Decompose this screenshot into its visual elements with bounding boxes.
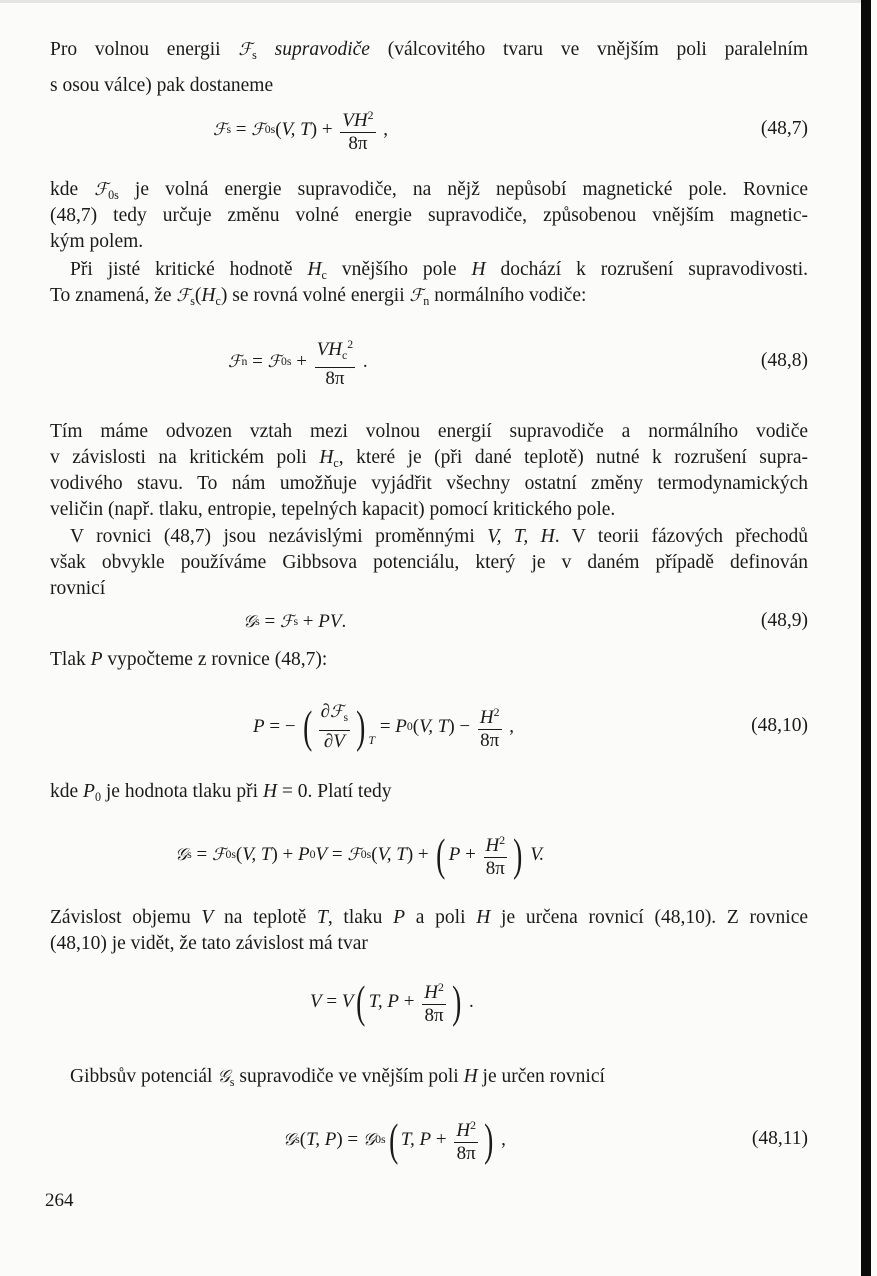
text-run: = (259, 611, 280, 632)
superscript: 2 (437, 980, 444, 994)
denominator (484, 858, 507, 879)
subscript: s (343, 711, 349, 725)
text-run: V (310, 991, 322, 1012)
subscript: s (229, 1075, 235, 1090)
right-paren: ) (513, 829, 523, 880)
numerator (422, 978, 446, 1005)
math-symbol: 𝒢 (362, 1130, 376, 1150)
subscript: 0 (94, 790, 101, 805)
text-run: = (327, 844, 348, 865)
math-symbol: ℱ (267, 352, 282, 372)
text-run: dochází k rozrušení supravodivosti. (485, 259, 808, 280)
text-run: , které je (při dané teplotě) nutné k rozrušení supra- (338, 447, 808, 468)
text-run: + (460, 844, 481, 865)
right-paren: ) (356, 700, 366, 752)
right-paren: ) (451, 976, 462, 1027)
text-run: H (262, 781, 278, 802)
subscript: 0 (309, 848, 316, 861)
subscript: 0s (281, 355, 292, 368)
left-paren: ( (356, 976, 366, 1027)
text-run: ) + (271, 844, 299, 865)
text-run: ( (412, 716, 420, 737)
text-run: veličin (např. tlaku, entropie, tepelných kapacit) pomocí kritického pole. (50, 499, 616, 520)
parenthesized-group (386, 1116, 497, 1164)
eq-gibbs (175, 825, 544, 885)
text-run: Při jisté kritické hodnotě (70, 259, 308, 280)
text-run: ( (371, 844, 378, 865)
math-symbol: 𝒢 (243, 612, 256, 632)
text-run: = (247, 351, 268, 372)
text-run: ) = (336, 1129, 363, 1150)
text-run: 8π (480, 730, 500, 752)
fraction (340, 106, 375, 154)
text-run: Gibbsův potenciál (70, 1066, 218, 1087)
numerator (340, 106, 375, 133)
text-run: ) se rovná volné energii (220, 285, 410, 306)
fraction (315, 335, 355, 389)
text-run: T, P (368, 991, 400, 1012)
denominator (346, 133, 369, 154)
page-number: 264 (45, 1190, 74, 1211)
math-symbol: 𝒢 (175, 845, 188, 865)
text-run: T (316, 907, 328, 928)
text-run: je volná energie supravodiče, na nějž nepůsobí magnetické pole. Rovnice (118, 179, 809, 200)
text-run: V, T (377, 844, 407, 865)
text-run: P (393, 907, 406, 928)
text-run: = 0. Platí tedy (277, 781, 392, 802)
text-run: . (341, 611, 347, 632)
subscript: s (190, 294, 195, 309)
denominator (423, 1005, 446, 1026)
numerator (454, 1116, 478, 1143)
text-line (50, 551, 808, 575)
text-run: 8π (325, 368, 345, 390)
right-paren: ) (484, 1114, 494, 1165)
math-symbol: ℱ (238, 40, 253, 60)
text-run: H (424, 982, 438, 1004)
text-run: Tlak (50, 649, 91, 670)
denominator (455, 1143, 478, 1164)
text-line (50, 577, 808, 601)
text-line (50, 472, 808, 496)
text-line (70, 525, 808, 549)
math-symbol: ℱ (347, 845, 361, 865)
text-run: ( (299, 1129, 307, 1150)
eq-48-8 (228, 332, 368, 392)
subscript: s (295, 1133, 300, 1146)
text-run: však obvykle používáme Gibbsova potenciálu, který je v daném případě definován (50, 552, 808, 573)
text-run: ( (194, 285, 202, 306)
equation-number: (48,7) (760, 118, 808, 139)
text-line (50, 446, 808, 475)
text-line (50, 906, 808, 930)
text-run: = (321, 991, 342, 1012)
text-run: VH (316, 338, 343, 360)
text-run: V. (525, 844, 545, 865)
math-symbol: ℱ (176, 286, 191, 306)
text-run: je určena rovnicí (48,10). Z rovnice (490, 907, 808, 928)
text-run: = (375, 716, 396, 737)
text-run: ( (275, 119, 282, 140)
text-run: P (448, 844, 461, 865)
subscript: s (252, 48, 257, 63)
text-line (50, 648, 808, 672)
text-run: , tlaku (327, 907, 394, 928)
text-run: je hodnota tlaku při (101, 781, 263, 802)
math-symbol: ℱ (213, 120, 227, 140)
fraction (422, 978, 446, 1026)
text-run: Tím máme odvozen vztah mezi volnou energií supravodiče a normálního vodiče (50, 421, 808, 442)
text-run: ( (235, 844, 243, 865)
superscript: 2 (493, 705, 500, 719)
text-line (50, 284, 808, 313)
text-run: , (504, 716, 515, 737)
parenthesized-group (353, 978, 464, 1026)
subscript: 0s (225, 848, 236, 861)
subscript: c (342, 349, 348, 363)
equation-number: (48,11) (751, 1128, 808, 1149)
text-run: V, T (419, 716, 449, 737)
text-run: Závislost objemu (50, 907, 202, 928)
text-run: kým polem. (50, 231, 144, 252)
subscript: n (423, 294, 430, 309)
subscript: n (241, 355, 248, 368)
text-run: = − (264, 716, 301, 737)
math-symbol: ℱ (279, 612, 294, 632)
text-run: + (298, 611, 319, 632)
text-line (50, 178, 808, 207)
text-run: kde (50, 179, 95, 200)
numerator (478, 703, 502, 730)
text-run: PV (318, 611, 342, 632)
superscript: 2 (367, 108, 374, 122)
text-run: H (307, 259, 322, 280)
text-run: v závislosti na kritickém poli (50, 447, 320, 468)
text-run: . (358, 351, 368, 372)
text-run: ) − (448, 716, 475, 737)
text-run: , (496, 1129, 506, 1150)
text-line (50, 932, 808, 956)
text-run: kde (50, 781, 84, 802)
superscript: 2 (347, 337, 354, 351)
text-run: V, T, H (487, 526, 555, 547)
text-run: (48,7) tedy určuje změnu volné energie supravodiče, způsobenou vnějším magnetic- (50, 205, 808, 226)
text-run: VH (342, 110, 368, 132)
text-run: 8π (424, 1005, 444, 1027)
fraction (454, 1116, 478, 1164)
subscript: 0s (264, 123, 276, 136)
eq-48-10 (253, 697, 514, 757)
eq-48-9 (243, 592, 346, 652)
eq-48-7 (213, 100, 388, 160)
text-run: ∂ (320, 701, 331, 723)
parenthesized-group (433, 831, 525, 879)
text-run: rovnicí (50, 578, 106, 599)
text-run: (48,10) je vidět, že tato závislost má tvar (50, 933, 368, 954)
text-run: V (315, 844, 328, 865)
math-symbol: ℱ (251, 120, 265, 140)
denominator (478, 730, 501, 751)
scan-edge-shadow (861, 0, 871, 1276)
text-run: a poli (405, 907, 477, 928)
text-run: Pro volnou energii (50, 39, 239, 60)
text-run: H (471, 259, 486, 280)
text-run: normálního vodiče: (429, 285, 587, 306)
subscript: s (187, 848, 192, 861)
text-run: je určen rovnicí (477, 1066, 605, 1087)
text-run: P (90, 649, 103, 670)
denominator (322, 731, 347, 752)
text-run: vnějšího pole (326, 259, 472, 280)
text-line (50, 420, 808, 444)
text-run: P (395, 716, 407, 737)
text-run: V rovnici (48,7) jsou nezávislými proměnnými (70, 526, 488, 547)
denominator (323, 368, 346, 389)
text-run: P (83, 781, 95, 802)
text-line (50, 74, 808, 98)
subscript: 0s (108, 188, 119, 203)
text-run: supravodiče ve vnějším poli (234, 1066, 464, 1087)
math-symbol: ℱ (211, 845, 226, 865)
text-line (50, 230, 808, 254)
text-line (70, 1065, 808, 1094)
left-paren: ( (303, 700, 313, 752)
text-line (50, 498, 808, 522)
numerator (484, 831, 508, 858)
text-run: P (253, 716, 265, 737)
subscript: 0s (360, 848, 372, 861)
fraction (478, 703, 502, 751)
numerator (315, 335, 355, 368)
text-run: H (479, 707, 494, 729)
fraction (484, 831, 508, 879)
parenthesized-group (300, 702, 375, 751)
math-symbol: ℱ (228, 352, 242, 372)
text-run: (válcovitého tvaru ve vnějším poli paralelním (369, 39, 809, 60)
text-run: T, P (306, 1129, 337, 1150)
text-run: 8π (348, 133, 368, 155)
text-run: supravodiče (256, 39, 370, 60)
text-run: H (485, 835, 500, 857)
text-run: vodivého stavu. To nám umožňuje vyjádřit všechny ostatní změny termodynamických (50, 473, 808, 494)
text-run: , (378, 119, 389, 140)
text-line (70, 258, 808, 287)
superscript: 2 (470, 1118, 476, 1132)
eq-volume (310, 972, 474, 1032)
text-run: H (456, 1120, 471, 1142)
text-run: na teplotě (213, 907, 317, 928)
numerator (319, 702, 350, 730)
text-run: + (399, 991, 420, 1012)
text-run: V, T (281, 119, 311, 140)
text-run: H (476, 907, 491, 928)
subscript: 0 (406, 720, 413, 733)
left-paren: ( (436, 829, 446, 880)
subscript: c (321, 268, 327, 283)
text-run: + (431, 1129, 452, 1150)
subscript: c (333, 456, 339, 471)
text-run: ) + (310, 119, 338, 140)
paren-subscript: T (368, 732, 376, 747)
page-top-edge (0, 0, 861, 3)
text-run: V (341, 991, 354, 1012)
text-run: H (463, 1066, 478, 1087)
text-run: + (291, 351, 312, 372)
subscript: 0s (375, 1133, 386, 1146)
eq-48-11 (283, 1110, 506, 1170)
text-run: V (201, 907, 214, 928)
equation-number: (48,8) (760, 350, 808, 371)
text-run: V, T (242, 844, 272, 865)
equation-number: (48,10) (751, 715, 808, 736)
text-run: 8π (485, 858, 505, 880)
subscript: s (255, 615, 260, 628)
math-symbol: ℱ (330, 702, 344, 723)
subscript: s (226, 123, 232, 136)
text-line (50, 204, 808, 228)
text-run: s osou válce) pak dostaneme (50, 75, 274, 96)
math-symbol: ℱ (409, 286, 424, 306)
text-run: = (231, 119, 252, 140)
text-line (50, 38, 808, 67)
text-run: H (319, 447, 334, 468)
math-symbol: 𝒢 (283, 1130, 296, 1150)
text-line (50, 780, 808, 809)
subscript: c (215, 294, 221, 309)
text-run: ) + (406, 844, 434, 865)
text-run: ∂V (323, 730, 345, 752)
equation-number: (48,9) (760, 610, 808, 631)
text-run: 8π (456, 1143, 476, 1165)
left-paren: ( (388, 1114, 398, 1165)
text-run: To znamená, že (50, 285, 177, 306)
fraction (319, 702, 350, 751)
math-symbol: 𝒢 (217, 1067, 230, 1087)
text-run: vypočteme z rovnice (48,7): (102, 649, 328, 670)
text-run: H (201, 285, 216, 306)
text-run: P (298, 844, 310, 865)
text-run: . V teorii fázových přechodů (554, 526, 808, 547)
superscript: 2 (499, 833, 506, 847)
text-run: T, P (400, 1129, 432, 1150)
text-run: = (191, 844, 212, 865)
subscript: s (293, 615, 299, 628)
text-run: . (464, 991, 474, 1012)
math-symbol: ℱ (94, 180, 109, 200)
